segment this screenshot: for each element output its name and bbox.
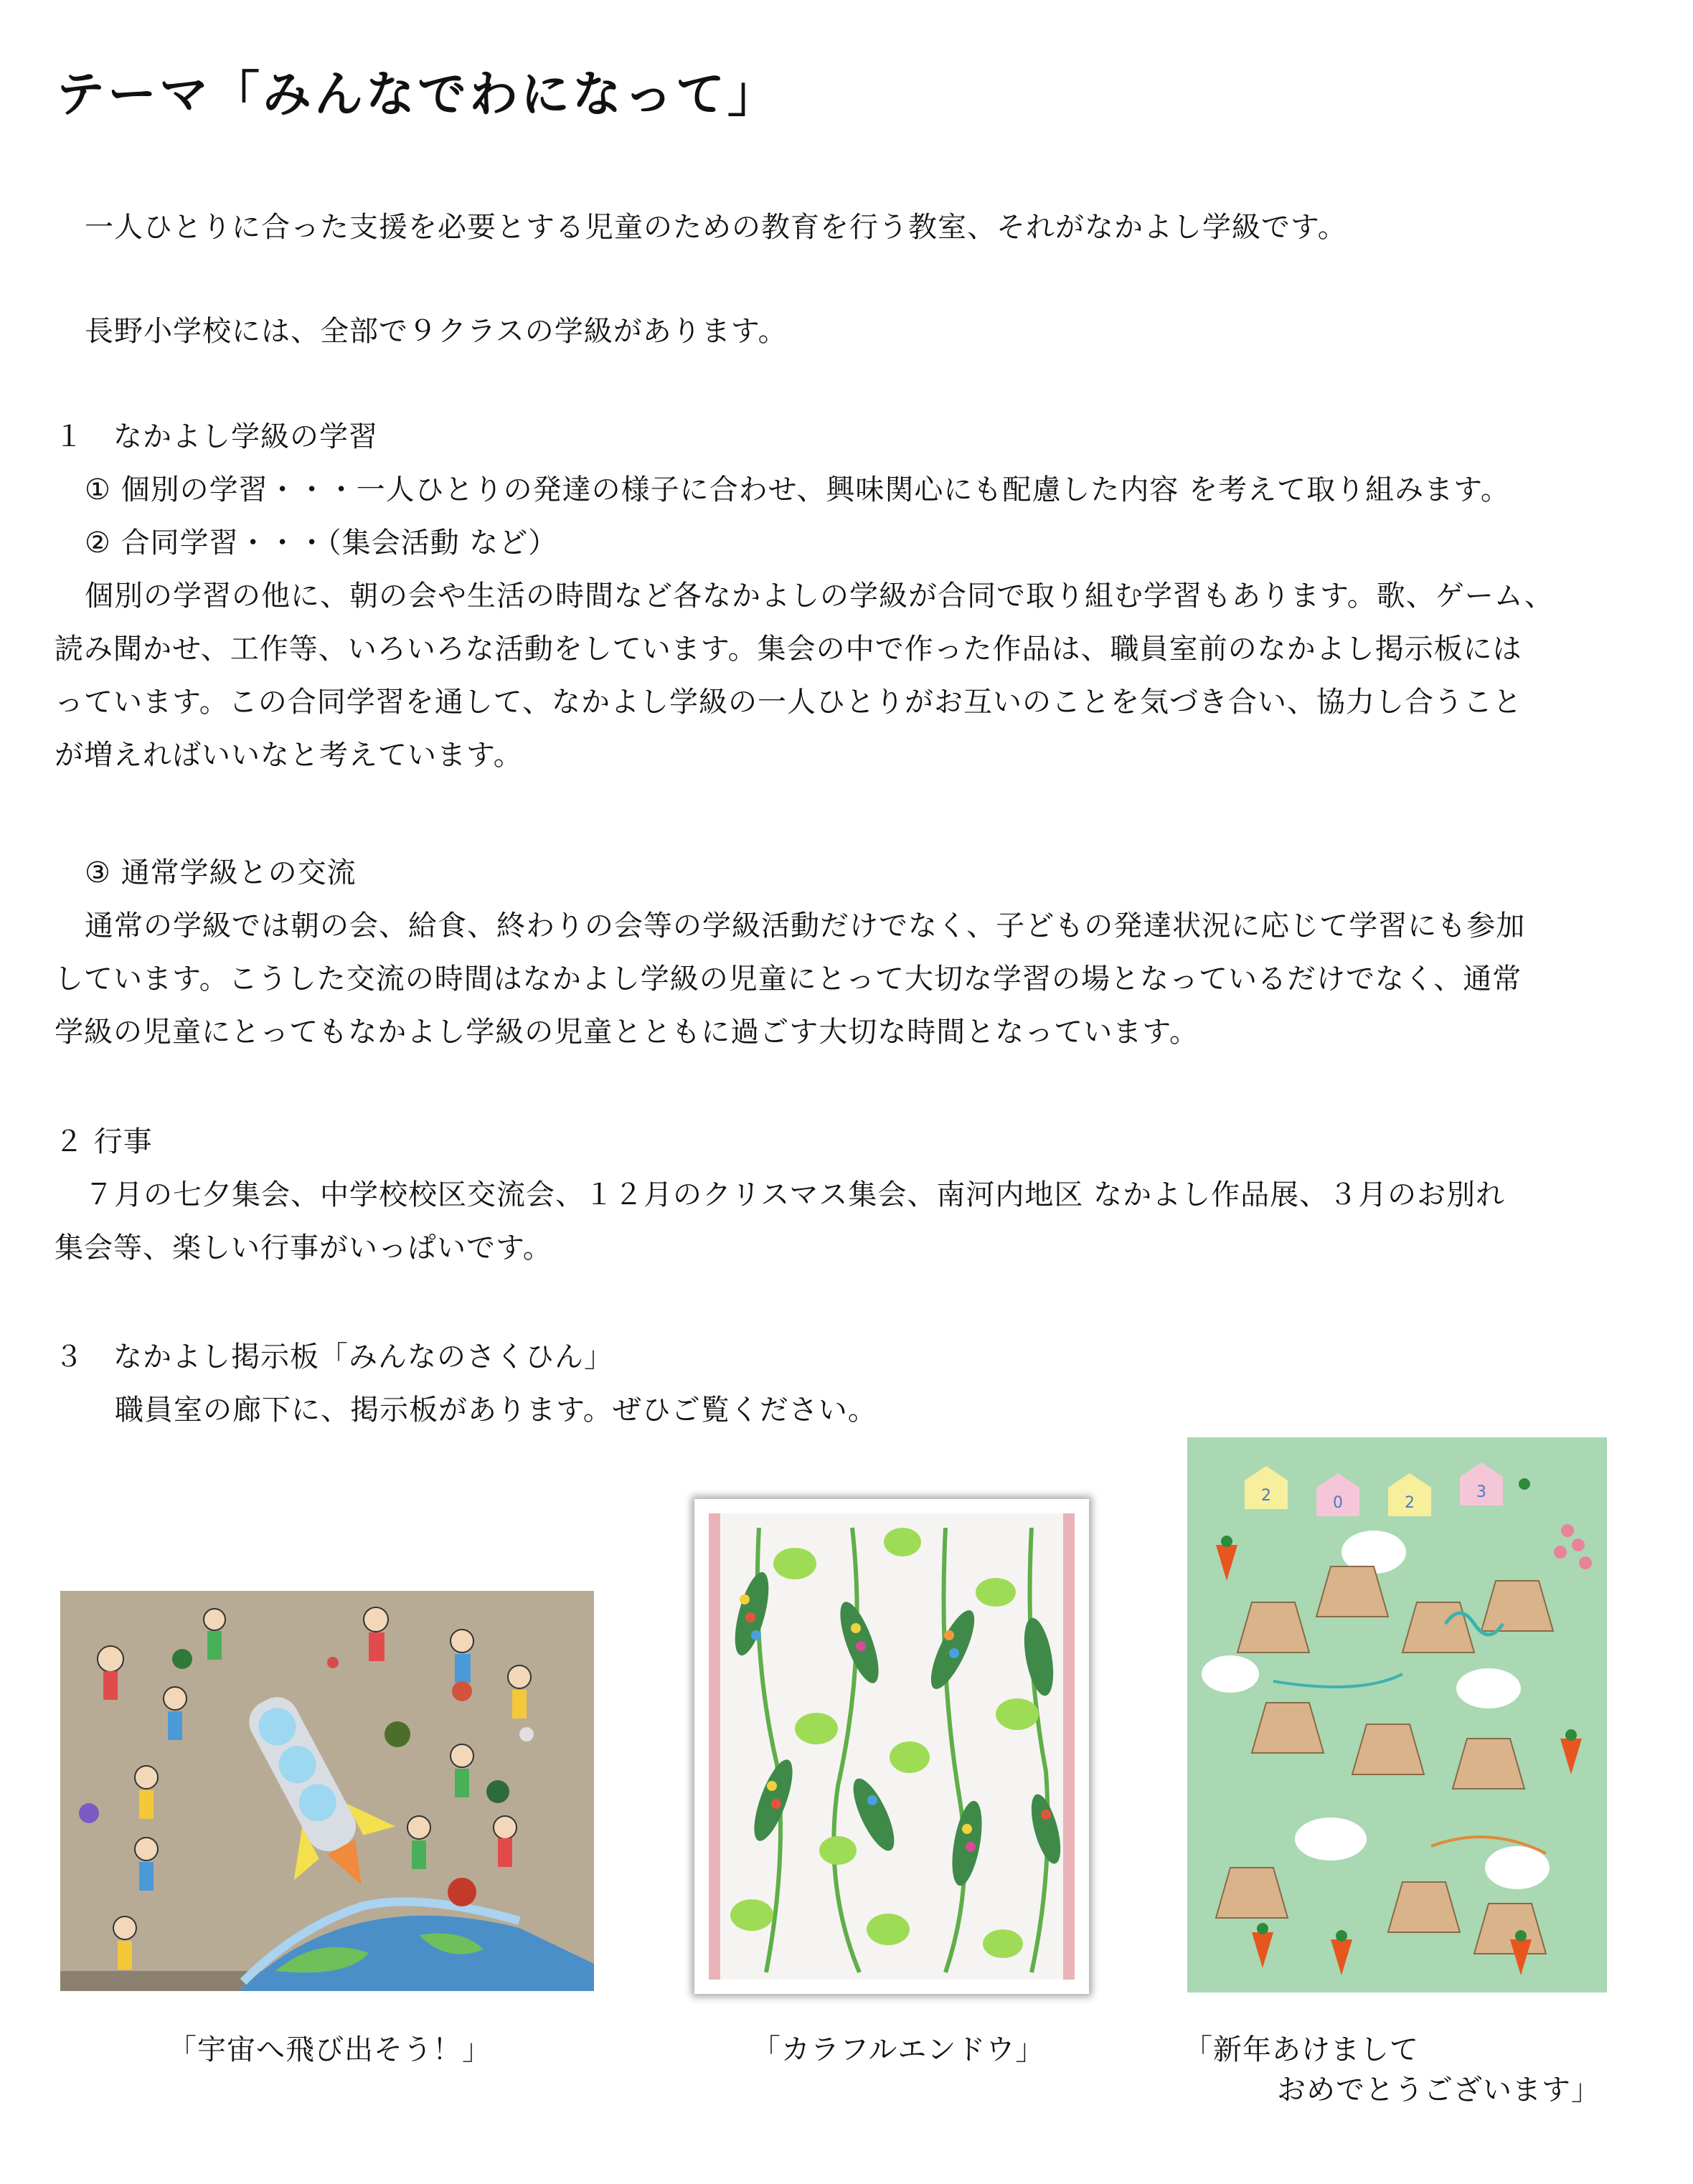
section-1-item-3: ③ 通常学級との交流 xyxy=(85,856,357,889)
year-digit-4: 3 xyxy=(1476,1483,1486,1501)
newyear-caption-line-1: 「新年あけまして xyxy=(1184,2033,1419,2066)
page-title: テーマ「みんなでわになって」 xyxy=(56,67,780,123)
section-3-line: 職員室の廊下に、掲示板があります。ぜひご覧ください。 xyxy=(115,1394,877,1427)
section-1-item-3-line: しています。こうした交流の時間はなかよし学級の児童にとって大切な学習の場となっているだけでなく、通常 xyxy=(55,963,1522,996)
section-2-line: 集会等、楽しい行事がいっぱいです。 xyxy=(55,1232,552,1264)
section-1-item-3-line: 通常の学級では朝の会、給食、終わりの会等の学級活動だけでなく、子どもの発達状況に応じて学習にも参加 xyxy=(85,909,1526,942)
space-mural-image xyxy=(60,1591,594,1991)
section-1-body-line: 読み聞かせ、工作等、いろいろな活動をしています。集会の中で作った作品は、職員室前のなかよし掲示板には xyxy=(55,633,1522,666)
section-2-line: ７月の七夕集会、中学校校区交流会、１２月のクリスマス集会、南河内地区 なかよし作品展、３月のお別れ xyxy=(85,1178,1506,1211)
space-mural-photo xyxy=(60,1591,594,1991)
peas-caption: 「カラフルエンドウ」 xyxy=(752,2033,1045,2066)
section-1-body-line: 個別の学習の他に、朝の会や生活の時間など各なかよしの学級が合同で取り組む学習もあります。歌、ゲーム、 xyxy=(85,580,1554,613)
newyear-caption-line-2: おめでとうございます」 xyxy=(1277,2074,1600,2107)
year-digit-1: 2 xyxy=(1261,1487,1271,1505)
newyear-board-image xyxy=(1187,1437,1607,1992)
section-1-item-3-line: 学級の児童にとってもなかよし学級の児童とともに過ごす大切な時間となっています。 xyxy=(55,1016,1199,1049)
year-digit-3: 2 xyxy=(1405,1494,1415,1512)
section-1-body-line: が増えればいいなと考えています。 xyxy=(55,739,523,772)
year-digit-2: 0 xyxy=(1333,1494,1343,1512)
section-1-item-2: ② 合同学習・・・（集会活動 など） xyxy=(85,526,558,559)
space-mural-caption: 「宇宙へ飛び出そう！」 xyxy=(168,2033,491,2066)
intro-paragraph-2: 長野小学校には、全部で９クラスの学級があります。 xyxy=(85,315,788,348)
section-2-heading: ２ 行事 xyxy=(55,1125,153,1158)
intro-paragraph-1: 一人ひとりに合った支援を必要とする児童のための教育を行う教室、それがなかよし学級です。 xyxy=(85,211,1347,244)
section-1-item-1: ① 個別の学習・・・一人ひとりの発達の様子に合わせ、興味関心にも配慮した内容 を考えて取り組みます。 xyxy=(85,473,1510,506)
section-3-heading: ３ なかよし掲示板「みんなのさくひん」 xyxy=(55,1341,613,1374)
peas-photo xyxy=(709,1513,1075,1980)
section-1-heading: １ なかよし学級の学習 xyxy=(55,420,378,453)
section-1-body-line: っています。この合同学習を通して、なかよし学級の一人ひとりがお互いのことを気づき合い、協力し合うこと xyxy=(55,686,1522,719)
peas-photo-frame xyxy=(694,1499,1089,1994)
peas-image xyxy=(709,1513,1075,1980)
newyear-board-photo xyxy=(1187,1437,1607,1992)
